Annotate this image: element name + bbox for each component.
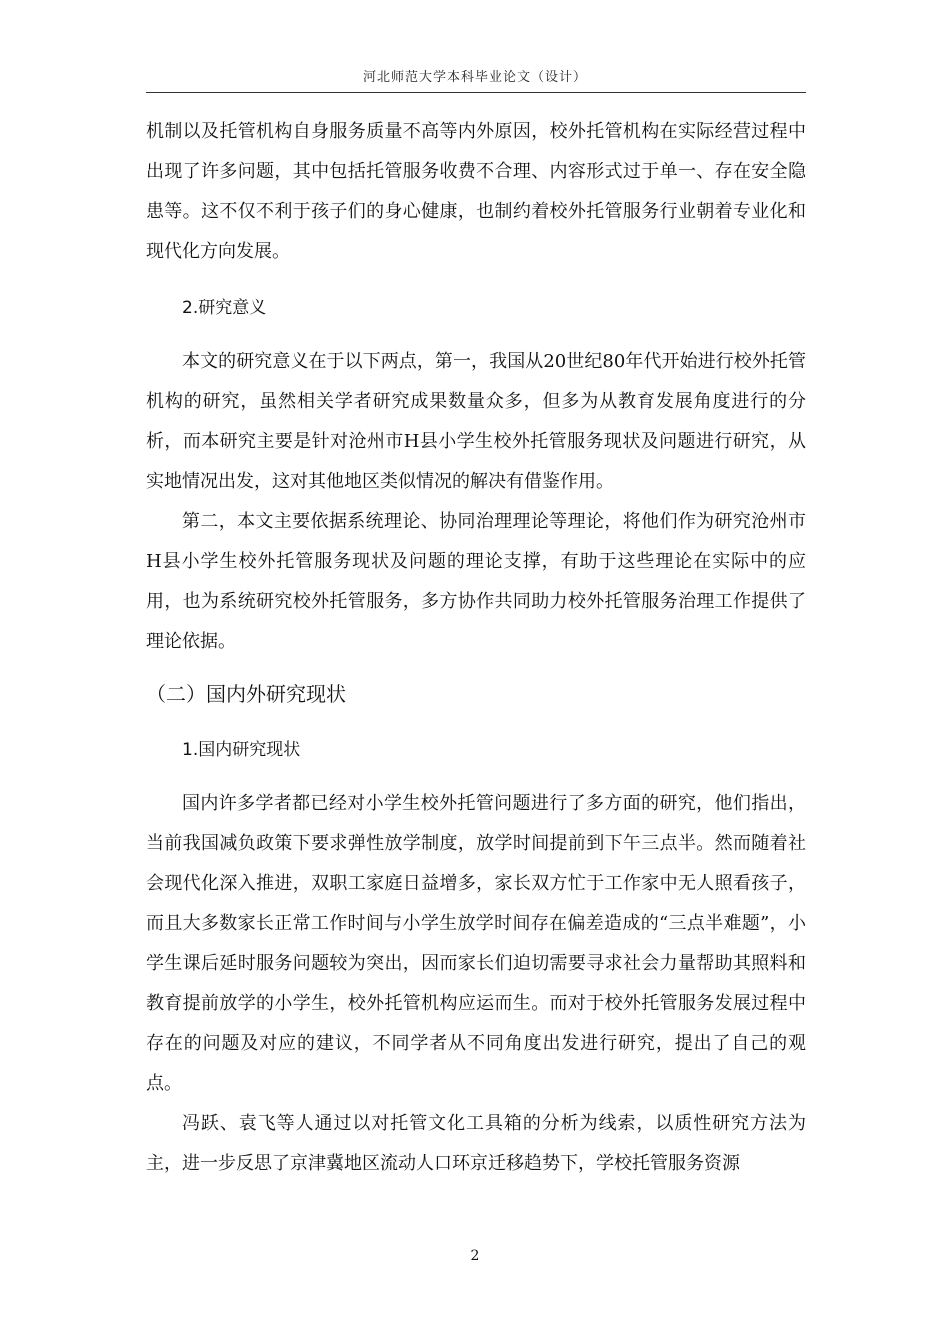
- paragraph-intro-continued: 机制以及托管机构自身服务质量不高等内外原因，校外托管机构在实际经营过程中出现了许多问题，其中包括托管服务收费不合理、内容形式过于单一、存在安全隐患等。这不仅不利于孩子们的身心健康，也制约着校外托管服务行业朝着专业化和现代化方向发展。: [146, 121, 806, 262]
- section-heading-research-status: （二）国内外研究现状: [146, 682, 346, 706]
- paragraph-significance-second: 第二，本文主要依据系统理论、协同治理理论等理论，将他们作为研究沧州市H县小学生校外托管服务现状及问题的理论支撑，有助于这些理论在实际中的应用，也为系统研究校外托管服务，多方协作共同助力校外托管服务治理工作提供了理论依据。: [146, 511, 806, 652]
- header-divider: [146, 92, 806, 93]
- page-number: 2: [470, 1248, 480, 1264]
- paragraph-significance-first: 本文的研究意义在于以下两点，第一，我国从20世纪80年代开始进行校外托管机构的研究，虽然相关学者研究成果数量众多，但多为从教育发展角度进行的分析，而本研究主要是针对沧州市H县小学生校外托管服务现状及问题进行研究，从实地情况出发，这对其他地区类似情况的解决有借鉴作用。: [146, 351, 806, 492]
- subheading-research-significance: 2.研究意义: [182, 298, 267, 318]
- paragraph-domestic-second: 冯跃、袁飞等人通过以对托管文化工具箱的分析为线索，以质性研究方法为主，进一步反思了京津冀地区流动人口环京迁移趋势下，学校托管服务资源: [146, 1113, 806, 1174]
- paragraph-domestic-first: 国内许多学者都已经对小学生校外托管问题进行了多方面的研究，他们指出，当前我国减负政策下要求弹性放学制度，放学时间提前到下午三点半。然而随着社会现代化深入推进，双职工家庭日益增多，家长双方忙于工作家中无人照看孩子，而且大多数家长正常工作时间与小学生放学时间存在偏差造成的“三点半难题”，小学生课后延时服务问题较为突出，因而家长们迫切需要寻求社会力量帮助其照料和教育提前放学的小学生，校外托管机构应运而生。而对于校外托管服务发展过程中存在的问题及对应的建议，不同学者从不同角度出发进行研究，提出了自己的观点。: [146, 793, 806, 1094]
- document-body: [146, 112, 806, 1184]
- subheading-domestic-status: 1.国内研究现状: [182, 740, 301, 760]
- page-header: 河北师范大学本科毕业论文（设计）: [362, 70, 587, 85]
